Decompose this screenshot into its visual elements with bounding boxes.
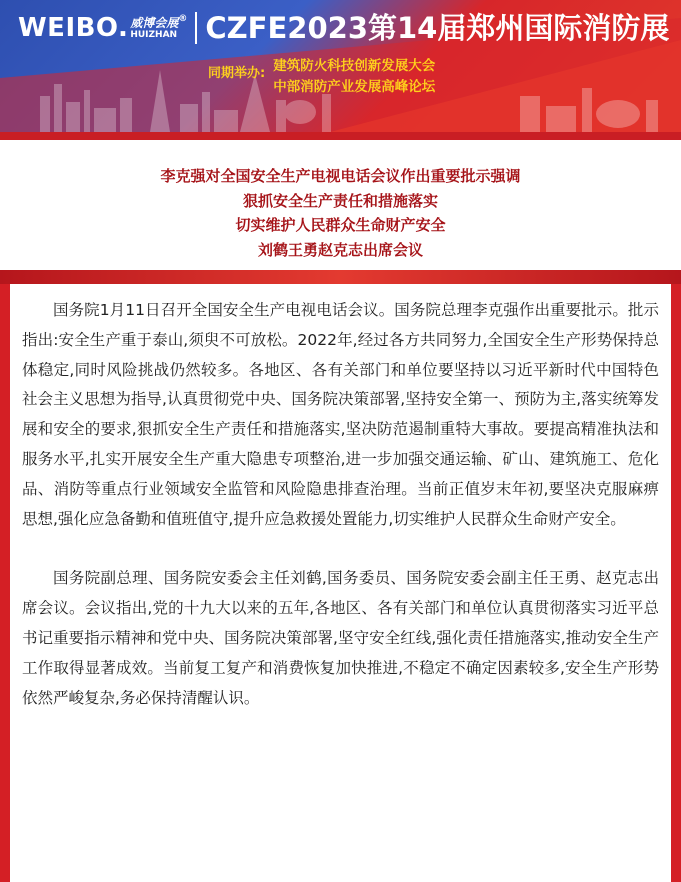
cohost-label: 同期举办: [208,66,266,81]
cohost-event: 中部消防产业发展高峰论坛 [273,79,436,95]
brand-logo-sub [130,17,178,40]
article-paragraph: 国务院副总理、国务院安委会主任刘鹤,国务委员、国务院安委会副主任王勇、赵克志出席会议。会议指出,党的十九大以来的五年,各地区、各有关部门和单位认真贯彻落实习近平总书记重要指示精神和党中央、国务院决策部署,坚守安全红线,强化责任措施落实,推动安全生产工作取得显著成效。当前复工复产和消费恢复加快推进,不稳定不确定因素较多,安全生产形势依然严峻复杂,务必保持清醒认识。 [22,569,659,707]
cohost-block [208,56,435,98]
expo-banner [0,0,681,132]
headline-line: 狠抓安全生产责任和措施落实 [242,191,438,210]
article-frame-header [0,270,681,284]
headline-line: 李克强对全国安全生产电视电话会议作出重要批示强调 [160,167,521,185]
registered-mark: ® [178,14,188,24]
headline-line: 刘鹤王勇赵克志出席会议 [257,240,423,259]
cohost-event: 建筑防火科技创新发展大会 [273,58,436,74]
cohost-events [273,56,435,98]
brand-divider [195,12,197,44]
brand-logo-cn: 威博会展 [130,15,179,30]
headline-line: 切实维护人民群众生命财产安全 [235,216,446,234]
article-body [10,284,671,882]
brand-logo-en: HUIZHAN [130,29,178,40]
banner-underline [0,132,681,140]
article-headline [0,164,681,262]
brand-header [18,12,669,44]
expo-title: CZFE2023第14届郑州国际消防展 [205,11,670,45]
brand-logo-text: WEIBO. [18,13,129,43]
article-paragraph: 国务院1月11日召开全国安全生产电视电话会议。国务院总理李克强作出重要批示。批示指出:安全生产重于泰山,须臾不可放松。2022年,经过各方共同努力,全国安全生产形势保持总体稳定,同时风险挑战仍然较多。各地区、各有关部门和单位要坚持以习近平新时代中国特色社会主义思想为指导,认真贯彻党中央、国务院决策部署,坚持安全第一、预防为主,落实统筹发展和安全的要求,狠抓安全生产责任和措施落实,坚决防范遏制重特大事故。要提高精准执法和服务水平,扎实开展安全生产重大隐患专项整治,进一步加强交通运输、矿山、建筑施工、危化品、消防等重点行业领域安全监管和风险隐患排查治理。当前正值岁末年初,要坚决克服麻痹思想,强化应急备勤和值班值守,提升应急救援处置能力,切实维护人民群众生命财产安全。 [22,301,659,528]
